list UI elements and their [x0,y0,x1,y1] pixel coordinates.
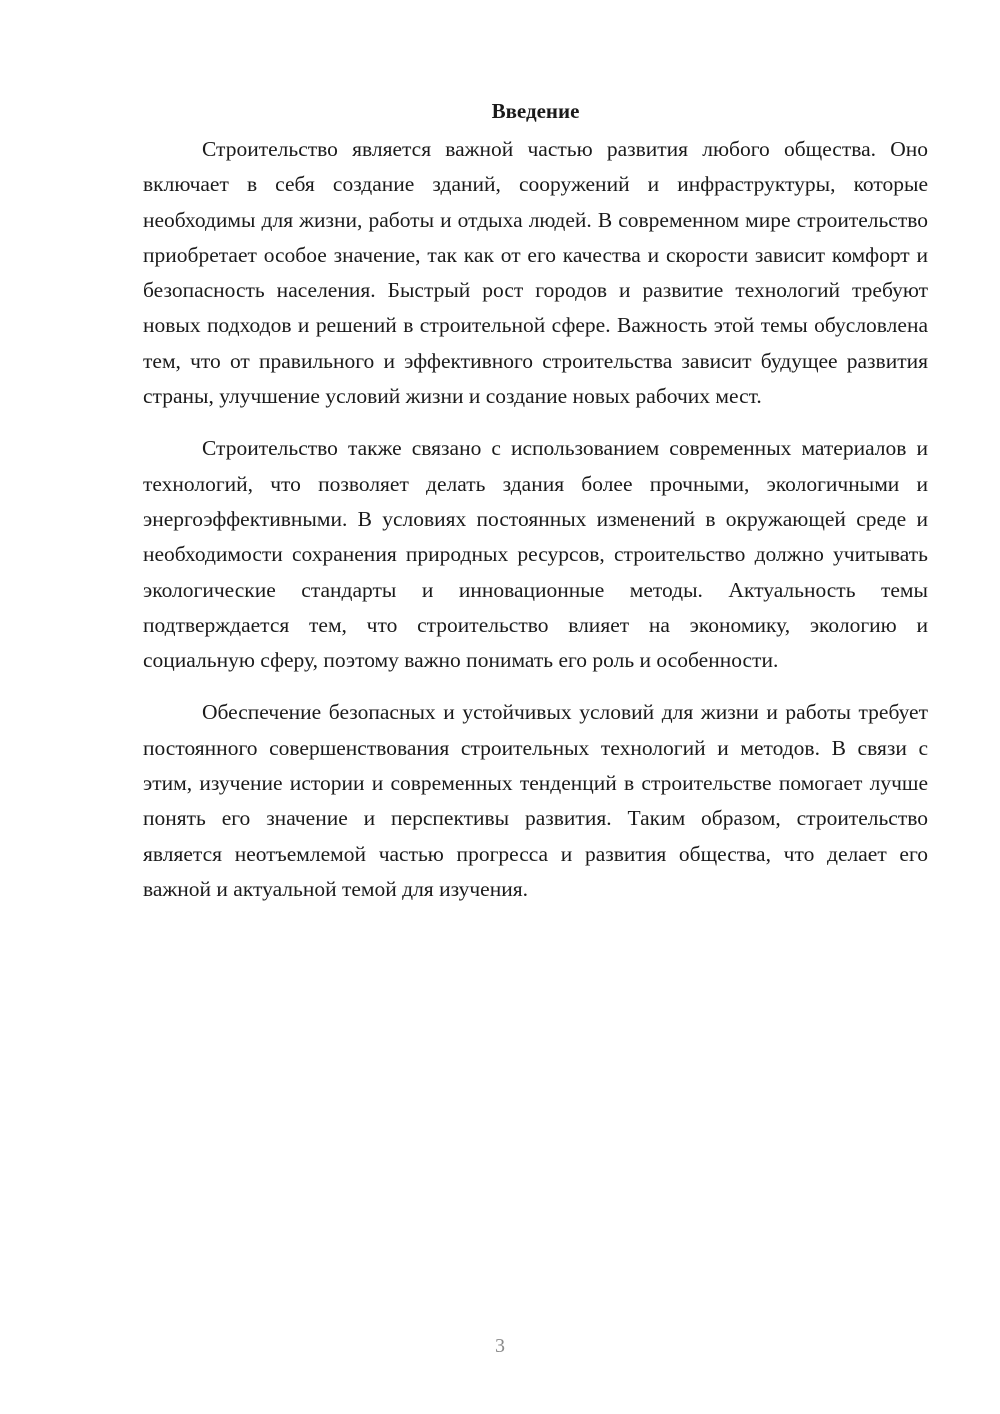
page-body [143,96,928,924]
paragraph-2: Строительство также связано с использованием современных материалов и технологий, что позволяет делать здания более прочными, экологичными и энергоэффективными. В условиях постоянных изменений в окружающей среде и необходимости сохранения природных ресурсов, строительство должно учитывать экологические стандарты и инновационные методы. Актуальность темы подтверждается тем, что строительство влияет на экономику, экологию и социальную сферу, поэтому важно понимать его роль и особенности. [143,436,928,673]
paragraph-3: Обеспечение безопасных и устойчивых условий для жизни и работы требует постоянного совершенствования строительных технологий и методов. В связи с этим, изучение истории и современных тенденций в строительстве помогает лучше понять его значение и перспективы развития. Таким образом, строительство является неотъемлемой частью прогресса и развития общества, что делает его важной и актуальной темой для изучения. [143,700,928,901]
paragraph-1: Строительство является важной частью развития любого общества. Оно включает в себя создание зданий, сооружений и инфраструктуры, которые необходимы для жизни, работы и отдыха людей. В современном мире строительство приобретает особое значение, так как от его качества и скорости зависит комфорт и безопасность населения. Быстрый рост городов и развитие технологий требуют новых подходов и решений в строительной сфере. Важность этой темы обусловлена тем, что от правильного и эффективного строительства зависит будущее развития страны, улучшение условий жизни и создание новых рабочих мест. [143,137,928,409]
section-heading: Введение [491,99,580,123]
page-number: 3 [495,1335,505,1357]
